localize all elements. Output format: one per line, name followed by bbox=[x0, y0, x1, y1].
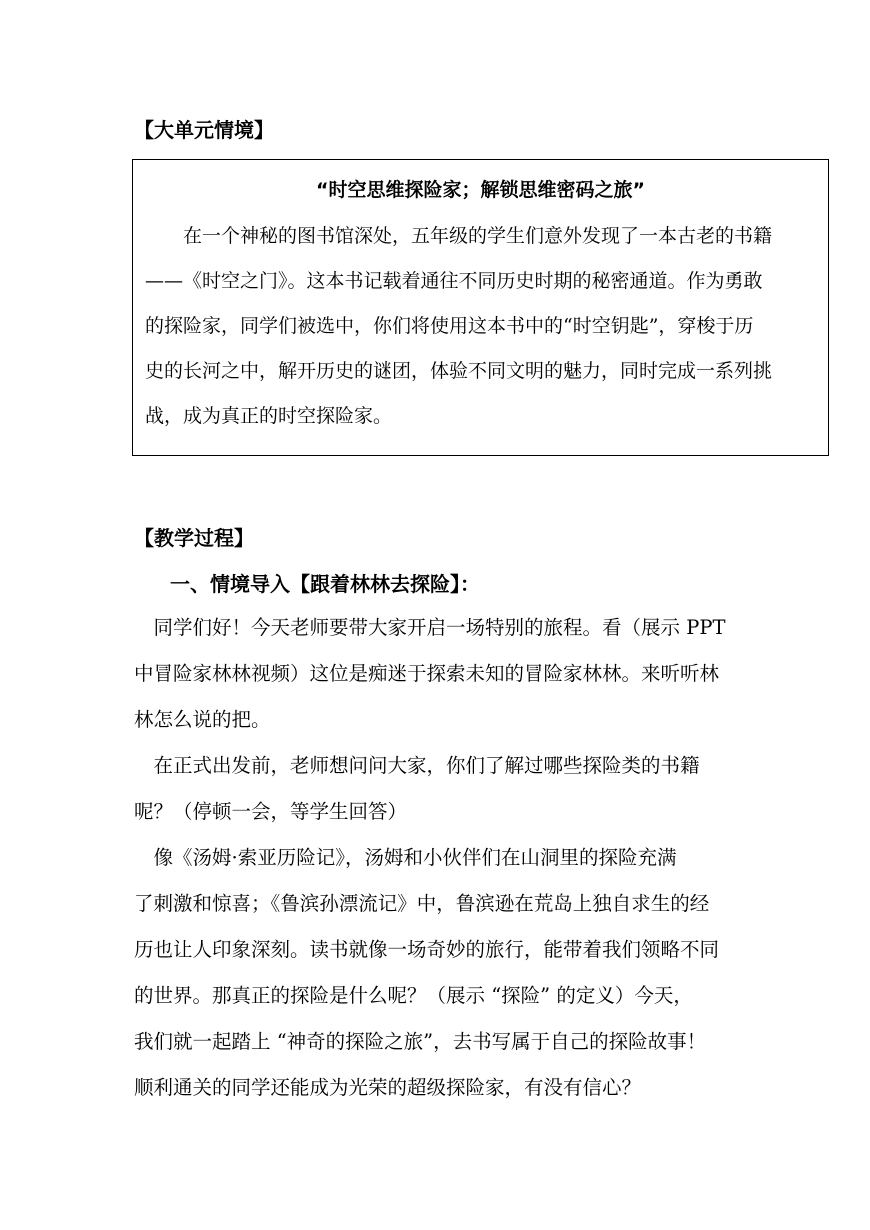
section-heading-process: 【教学过程】 bbox=[134, 526, 254, 550]
paragraph-line: 呢？（停顿一会，等学生回答） bbox=[134, 800, 408, 823]
situation-line: ——《时空之门》。这本书记载着通往不同历史时期的秘密通道。作为勇敢 bbox=[145, 270, 763, 292]
paragraph-line: 中冒险家林林视频）这位是痴迷于探索未知的冒险家林林。来听听林 bbox=[134, 662, 720, 685]
paragraph-line: 顺利通关的同学还能成为光荣的超级探险家，有没有信心？ bbox=[134, 1076, 642, 1099]
paragraph-line: 像《汤姆·索亚历险记》，汤姆和小伙伴们在山洞里的探险充满 bbox=[134, 846, 677, 869]
subheading-intro: 一、情境导入【跟着林林去探险】： bbox=[170, 572, 480, 596]
situation-line: 战，成为真正的时空探险家。 bbox=[145, 405, 393, 427]
paragraph-line: 在正式出发前，老师想问问大家，你们了解过哪些探险类的书籍 bbox=[134, 754, 700, 777]
situation-line: 在一个神秘的图书馆深处，五年级的学生们意外发现了一本古老的书籍 bbox=[145, 225, 773, 247]
situation-box bbox=[132, 159, 829, 456]
paragraph-line: 同学们好！今天老师要带大家开启一场特别的旅程。看（展示 PPT bbox=[134, 616, 726, 639]
situation-line: 史的长河之中，解开历史的谜团，体验不同文明的魅力，同时完成一系列挑 bbox=[145, 360, 773, 382]
situation-title: “时空思维探险家；解锁思维密码之旅” bbox=[316, 179, 645, 201]
paragraph-line: 我们就一起踏上 “神奇的探险之旅”，去书写属于自己的探险故事！ bbox=[134, 1030, 707, 1053]
section-heading-situation: 【大单元情境】 bbox=[134, 118, 274, 142]
situation-line: 的探险家，同学们被选中，你们将使用这本书中的“时空钥匙”，穿梭于历 bbox=[145, 315, 754, 337]
paragraph-line: 的世界。那真正的探险是什么呢？（展示 “探险” 的定义）今天， bbox=[134, 984, 693, 1007]
paragraph-line: 历也让人印象深刻。读书就像一场奇妙的旅行，能带着我们领略不同 bbox=[134, 938, 720, 961]
paragraph-line: 了刺激和惊喜；《鲁滨孙漂流记》中，鲁滨逊在荒岛上独自求生的经 bbox=[134, 892, 710, 915]
paragraph-line: 林怎么说的把。 bbox=[134, 708, 271, 731]
